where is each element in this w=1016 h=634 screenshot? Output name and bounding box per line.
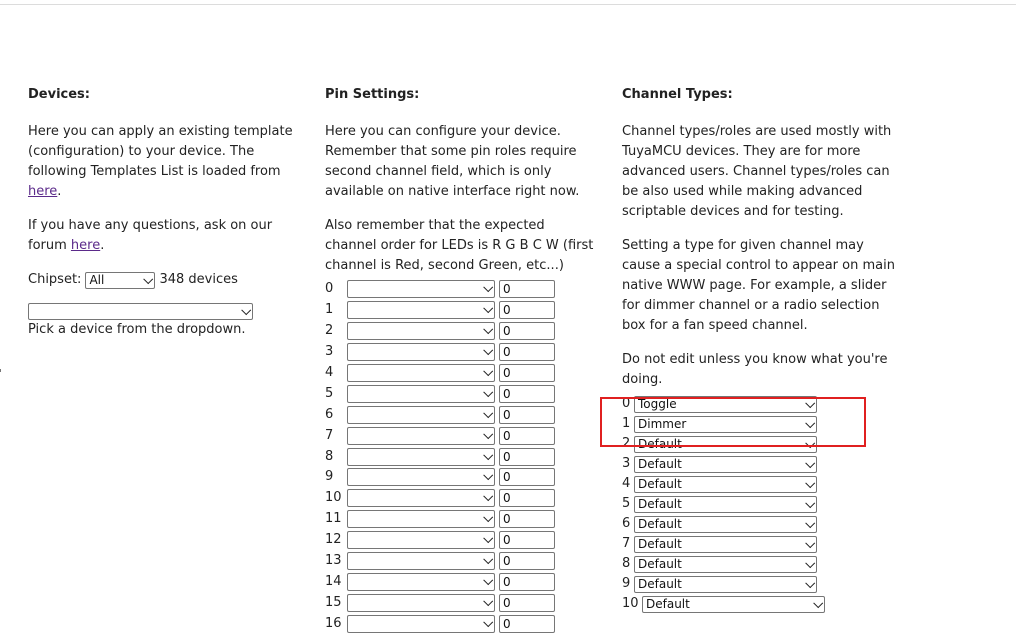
device-select[interactable]: [28, 303, 253, 320]
pin-number: 15: [325, 594, 342, 610]
pin-row: [325, 383, 595, 404]
channel-types-column: [622, 86, 897, 614]
pin-role-select[interactable]: [347, 489, 495, 507]
pin-role-select[interactable]: [347, 385, 495, 403]
pin-channel-input[interactable]: [499, 594, 555, 612]
pin-row: [325, 467, 595, 488]
pin-role-select[interactable]: [347, 573, 495, 591]
pin-rows: [325, 279, 595, 634]
pin-channel-input[interactable]: [499, 364, 555, 382]
chevron-down-icon: [483, 345, 493, 355]
devices-heading: Devices:: [28, 87, 90, 102]
pin-number: 0: [325, 281, 334, 297]
pin-number: 9: [325, 469, 334, 485]
channel-type-select[interactable]: Default: [634, 556, 817, 573]
chevron-down-icon: [805, 558, 815, 568]
chevron-down-icon: [483, 304, 493, 314]
pin-number: 3: [325, 344, 334, 360]
channel-number: 5: [622, 496, 631, 511]
channel-type-select[interactable]: Default: [634, 496, 817, 513]
pin-role-select[interactable]: [347, 364, 495, 382]
chevron-down-icon: [805, 418, 815, 428]
channel-row: [622, 414, 897, 434]
chevron-down-icon: [483, 512, 493, 522]
channel-row: [622, 514, 897, 534]
chevron-down-icon: [805, 538, 815, 548]
channel-type-select[interactable]: Default: [634, 436, 817, 453]
pin-number: 2: [325, 323, 334, 339]
forum-link[interactable]: here: [70, 238, 101, 253]
devices-questions: If you have any questions, ask on our forum here.: [28, 218, 273, 253]
pin-channel-input[interactable]: [499, 343, 555, 361]
pin-channel-input[interactable]: [499, 615, 555, 633]
channel-number: 6: [622, 516, 631, 531]
channel-row: [622, 574, 897, 594]
chevron-down-icon: [483, 450, 493, 460]
chevron-down-icon: [483, 283, 493, 293]
channel-type-select[interactable]: Dimmer: [634, 416, 817, 433]
pin-row: [325, 404, 595, 425]
devices-intro: Here you can apply an existing template (configuration) to your device. The following Templates List is loaded from here.: [28, 124, 293, 199]
chevron-down-icon: [805, 478, 815, 488]
channel-type-select[interactable]: Default: [634, 536, 817, 553]
pin-number: 10: [325, 490, 342, 506]
pin-role-select[interactable]: [347, 531, 495, 549]
channel-row: [622, 554, 897, 574]
pin-role-select[interactable]: [347, 594, 495, 612]
pin-row: [325, 530, 595, 551]
pin-role-select[interactable]: [347, 301, 495, 319]
pin-role-select[interactable]: [347, 406, 495, 424]
chevron-down-icon: [483, 429, 493, 439]
pin-channel-input[interactable]: [499, 573, 555, 591]
channel-type-select[interactable]: Default: [634, 516, 817, 533]
pin-channel-input[interactable]: [499, 385, 555, 403]
pin-channel-input[interactable]: [499, 280, 555, 298]
pin-role-select[interactable]: [347, 552, 495, 570]
pin-row: [325, 363, 595, 384]
pin-number: 5: [325, 385, 334, 401]
pin-channel-input[interactable]: [499, 531, 555, 549]
pin-number: 14: [325, 573, 342, 589]
channel-row: [622, 394, 897, 414]
pin-number: 4: [325, 365, 334, 380]
pin-number: 7: [325, 427, 334, 443]
pin-channel-input[interactable]: [499, 468, 555, 486]
chevron-down-icon: [483, 387, 493, 397]
chipset-select[interactable]: All: [85, 272, 155, 289]
channel-row: [622, 474, 897, 494]
pin-role-select[interactable]: [347, 280, 495, 298]
chevron-down-icon: [483, 617, 493, 627]
pin-role-select[interactable]: [347, 510, 495, 528]
channel-number: 3: [622, 456, 631, 471]
device-count: 348 devices: [159, 272, 238, 287]
pin-row: [325, 300, 595, 321]
pin-row: [325, 551, 595, 572]
chevron-down-icon: [483, 366, 493, 376]
pin-number: 13: [325, 553, 342, 569]
chipset-row: [28, 270, 298, 290]
pin-role-select[interactable]: [347, 427, 495, 445]
channel-type-select[interactable]: Default: [642, 596, 825, 613]
channel-type-select[interactable]: Default: [634, 456, 817, 473]
chevron-down-icon: [483, 596, 493, 606]
chevron-down-icon: [483, 471, 493, 481]
chevron-down-icon: [483, 533, 493, 543]
chevron-down-icon: [483, 575, 493, 585]
pin-row: [325, 571, 595, 592]
pin-role-select[interactable]: [347, 468, 495, 486]
chevron-down-icon: [813, 598, 823, 608]
chevron-down-icon: [483, 408, 493, 418]
chevron-down-icon: [483, 554, 493, 564]
channel-number: 10: [622, 596, 639, 611]
pins-heading: Pin Settings:: [325, 87, 420, 102]
pin-role-select[interactable]: [347, 448, 495, 466]
chevron-down-icon: [805, 438, 815, 448]
device-select-row: [28, 302, 298, 320]
chevron-down-icon: [805, 498, 815, 508]
channels-para3: Do not edit unless you know what you're doing.: [622, 352, 888, 387]
chevron-down-icon: [805, 458, 815, 468]
pin-number: 11: [325, 511, 342, 527]
chevron-down-icon: [805, 578, 815, 588]
pin-channel-input[interactable]: [499, 552, 555, 570]
pin-number: 1: [325, 302, 334, 318]
pins-para2: Also remember that the expected channel order for LEDs is R G B C W (first channel is Red, second Green, etc...): [325, 218, 594, 273]
channel-number: 1: [622, 416, 631, 431]
channel-number: 4: [622, 476, 631, 491]
channel-number: 2: [622, 436, 631, 451]
chevron-down-icon: [805, 398, 815, 408]
pin-row: [325, 279, 595, 300]
pins-para1: Here you can configure your device. Remember that some pin roles require second channel field, which is only available on native interface right now.: [325, 124, 580, 199]
templates-list-link[interactable]: here: [28, 184, 58, 199]
channel-number: 0: [622, 396, 631, 411]
devices-column: [28, 86, 298, 340]
pin-row: [325, 592, 595, 613]
channel-number: 7: [622, 536, 631, 551]
pin-row: [325, 425, 595, 446]
pin-row: [325, 509, 595, 530]
channel-number: 8: [622, 556, 631, 571]
channel-rows: [622, 394, 897, 614]
pin-channel-input[interactable]: [499, 448, 555, 466]
chevron-down-icon: [483, 324, 493, 334]
chevron-down-icon: [805, 518, 815, 528]
pin-channel-input[interactable]: [499, 489, 555, 507]
pin-row: [325, 488, 595, 509]
chevron-down-icon: [241, 305, 251, 315]
edge-mark: [0, 369, 1, 372]
channel-row: [622, 434, 897, 454]
pin-row: [325, 342, 595, 363]
pin-row: [325, 321, 595, 342]
channel-type-select[interactable]: Default: [634, 476, 817, 493]
pick-device-hint: Pick a device from the dropdown.: [28, 322, 246, 337]
channels-para2: Setting a type for given channel may cause a special control to appear on main native WWW page. For example, a slider for dimmer channel or a radio selection box for a fan speed channel.: [622, 238, 895, 333]
pin-number: 8: [325, 448, 334, 464]
channel-type-select[interactable]: Default: [634, 576, 817, 593]
channels-heading: Channel Types:: [622, 87, 733, 102]
top-divider: [0, 4, 1016, 5]
pin-role-select[interactable]: [347, 343, 495, 361]
pin-number: 6: [325, 406, 334, 422]
pin-number: 16: [325, 615, 342, 631]
chipset-label: Chipset:: [28, 272, 82, 287]
pin-settings-column: [325, 86, 595, 634]
channel-row: [622, 534, 897, 554]
channel-row: [622, 454, 897, 474]
chevron-down-icon: [483, 492, 493, 502]
pin-role-select[interactable]: [347, 615, 495, 633]
channel-number: 9: [622, 576, 631, 591]
pin-channel-input[interactable]: [499, 322, 555, 340]
pin-channel-input[interactable]: [499, 510, 555, 528]
pin-channel-input[interactable]: [499, 301, 555, 319]
channel-row: [622, 594, 897, 614]
channel-type-select[interactable]: Toggle: [634, 396, 817, 413]
chevron-down-icon: [144, 274, 154, 284]
channels-para1: Channel types/roles are used mostly with TuyaMCU devices. They are for more advanced users. Channel types/roles can be also used while making advanced scriptable devices and for testing.: [622, 124, 892, 219]
pin-channel-input[interactable]: [499, 427, 555, 445]
pin-row: [325, 446, 595, 467]
pin-channel-input[interactable]: [499, 406, 555, 424]
pin-number: 12: [325, 532, 342, 548]
channel-row: [622, 494, 897, 514]
pin-role-select[interactable]: [347, 322, 495, 340]
